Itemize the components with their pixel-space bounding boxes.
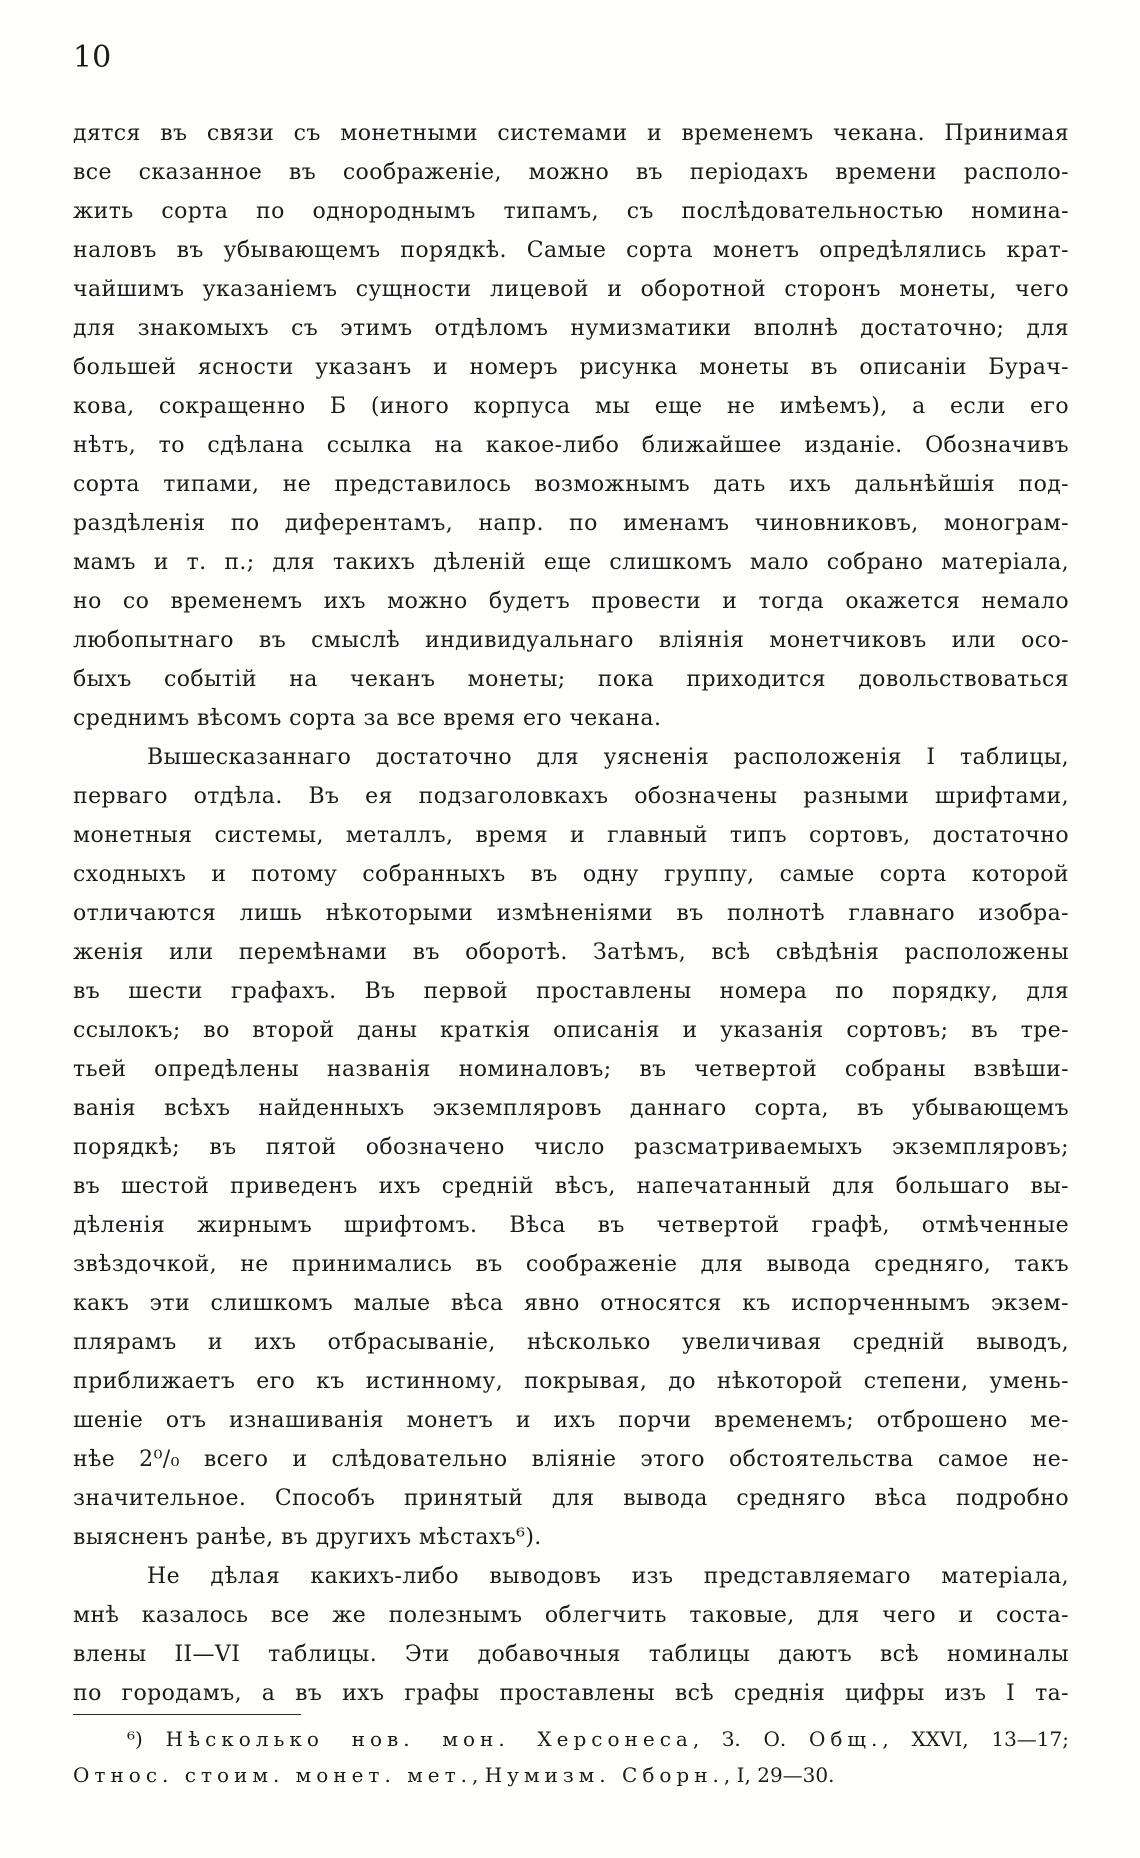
- text-line: въ шести графахъ. Въ первой проставлены номера по порядку, для: [73, 979, 1069, 1004]
- text-line: перваго отдѣла. Въ ея подзаголовкахъ обозначены разными шрифтами,: [73, 784, 1069, 809]
- text-line: въ шестой приведенъ ихъ средній вѣсъ, напечатанный для большаго вы-: [73, 1174, 1069, 1199]
- text-line: сходныхъ и потому собранныхъ въ одну группу, самые сорта которой: [73, 862, 1069, 887]
- text-line: нѣтъ, то сдѣлана ссылка на какое-либо ближайшее изданіе. Обозначивъ: [73, 433, 1069, 458]
- text-line: мамъ и т. п.; для такихъ дѣленій еще слишкомъ мало собрано матеріала,: [73, 550, 1069, 575]
- text-line: тьей опредѣлены названія номиналовъ; въ четвертой собраны взвѣши-: [73, 1057, 1069, 1082]
- footnote-citation-title: Нѣсколько нов. мон. Херсонеса: [165, 1727, 693, 1751]
- text-line: какъ эти слишкомъ малые вѣса явно относятся къ испорченнымъ экзем-: [73, 1291, 1069, 1316]
- text-line: выясненъ ранѣе, въ другихъ мѣстахъ⁶).: [73, 1525, 542, 1550]
- text-line: среднимъ вѣсомъ сорта за все время его чекана.: [73, 706, 662, 731]
- text-line: все сказанное въ соображеніе, можно въ періодахъ времени располо-: [73, 160, 1069, 185]
- text-line: Не дѣлая какихъ-либо выводовъ изъ представляемаго матеріала,: [147, 1564, 1069, 1589]
- body-text: [73, 114, 1069, 1713]
- text-line: дѣленія жирнымъ шрифтомъ. Вѣса въ четвертой графѣ, отмѣченные: [73, 1213, 1069, 1238]
- footnote: [73, 1721, 1069, 1793]
- text-line: влены II—VI таблицы. Эти добавочныя таблицы даютъ всѣ номиналы: [73, 1642, 1069, 1667]
- paragraph: [73, 114, 1069, 738]
- text-line: плярамъ и ихъ отбрасываніе, нѣсколько увеличивая средній выводъ,: [73, 1330, 1069, 1355]
- text-line: мнѣ казалось все же полезнымъ облегчить таковые, для чего и соста-: [73, 1603, 1069, 1628]
- text-line: по городамъ, а въ ихъ графы проставлены всѣ среднія цифры изъ I та-: [73, 1681, 1069, 1706]
- text-line: монетныя системы, металлъ, время и главный типъ сортовъ, достаточно: [73, 823, 1069, 848]
- text-line: большей ясности указанъ и номеръ рисунка монеты въ описаніи Бурач-: [73, 355, 1069, 380]
- text-line: ссылокъ; во второй даны краткія описанія и указанія сортовъ; въ тре-: [73, 1018, 1069, 1043]
- paragraph: [73, 738, 1069, 1557]
- text-line: шеніе отъ изнашиванія монетъ и ихъ порчи временемъ; отброшено ме-: [73, 1408, 1069, 1433]
- text-line: дятся въ связи съ монетными системами и временемъ чекана. Принимая: [73, 121, 1069, 146]
- page-number: 10: [73, 40, 112, 75]
- text-line: нѣе 2⁰/₀ всего и слѣдовательно вліяніе этого обстоятельства самое не-: [73, 1447, 1069, 1472]
- text-line: быхъ событій на чеканъ монеты; пока приходится довольствоваться: [73, 667, 1069, 692]
- footnote-citation-text: , З. О.: [692, 1727, 787, 1751]
- text-line: для знакомыхъ съ этимъ отдѣломъ нумизматики вполнѣ достаточно; для: [73, 316, 1069, 341]
- text-line: наловъ въ убывающемъ порядкѣ. Самые сорта монетъ опредѣлялись крат-: [73, 238, 1069, 263]
- footnote-line: [73, 1757, 1069, 1793]
- text-line: жить сорта по однороднымъ типамъ, съ послѣдовательностью номина-: [73, 199, 1069, 224]
- text-line: значительное. Способъ принятый для вывода средняго вѣса подробно: [73, 1486, 1069, 1511]
- text-line: порядкѣ; въ пятой обозначено число разсматриваемыхъ экземпляровъ;: [73, 1135, 1069, 1160]
- footnote-citation-journal: Общ.: [808, 1727, 883, 1751]
- text-line: приближаетъ его къ истинному, покрывая, до нѣкоторой степени, умень-: [73, 1369, 1069, 1394]
- footnote-marker: ⁶): [127, 1727, 143, 1751]
- footnote-citation-pages: , I, 29—30.: [723, 1763, 835, 1787]
- text-line: женія или перемѣнами въ оборотѣ. Затѣмъ, всѣ свѣдѣнія расположены: [73, 940, 1069, 965]
- footnote-citation-text: ,: [472, 1763, 479, 1787]
- text-line: Вышесказаннаго достаточно для уясненія расположенія I таблицы,: [147, 745, 1069, 770]
- text-line: звѣздочкой, не принимались въ соображеніе для вывода средняго, такъ: [73, 1252, 1069, 1277]
- text-line: но со временемъ ихъ можно будетъ провести и тогда окажется немало: [73, 589, 1069, 614]
- text-line: любопытнаго въ смыслѣ индивидуальнаго вліянія монетчиковъ или осо-: [73, 628, 1069, 653]
- footnote-citation-title: Относ. стоим. монет. мет.: [73, 1763, 473, 1787]
- text-line: отличаются лишь нѣкоторыми измѣненіями въ полнотѣ главнаго изобра-: [73, 901, 1069, 926]
- footnote-citation-journal: Нумизм. Сборн.: [484, 1763, 724, 1787]
- text-line: кова, сокращенно Б (иного корпуса мы еще не имѣемъ), а если его: [73, 394, 1069, 419]
- footnote-separator: [73, 1714, 301, 1715]
- footnote-citation-pages: , XXVI, 13—17;: [882, 1727, 1069, 1751]
- text-line: раздѣленія по диферентамъ, напр. по именамъ чиновниковъ, монограм-: [73, 511, 1069, 536]
- text-line: чайшимъ указаніемъ сущности лицевой и оборотной сторонъ монеты, чего: [73, 277, 1069, 302]
- footnote-line: [73, 1721, 1069, 1757]
- text-line: сорта типами, не представилось возможнымъ дать ихъ дальнѣйшія под-: [73, 472, 1069, 497]
- paragraph: [73, 1557, 1069, 1713]
- text-line: ванія всѣхъ найденныхъ экземпляровъ даннаго сорта, въ убывающемъ: [73, 1096, 1069, 1121]
